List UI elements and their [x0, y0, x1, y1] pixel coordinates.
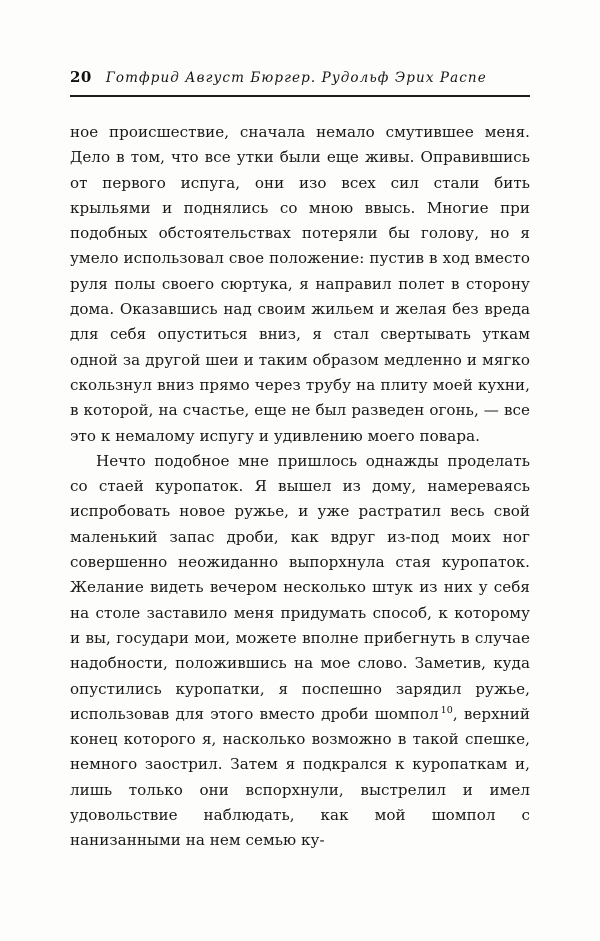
header-rule [70, 95, 530, 97]
footnote-reference[interactable]: 10 [440, 704, 453, 716]
paragraph-second [70, 449, 530, 854]
page-body [70, 120, 530, 854]
paragraph-second-text: Нечто подобное мне пришлось однажды проделать со стаей куропаток. Я вышел из дому, намереваясь испробовать новое ружье, и уже растратил весь свой маленький запас дроби, как вдруг из-под моих ног совершенно неожиданно выпорхнула стая куропаток. Желание видеть вечером несколько штук из них у себя на столе заставило меня придумать способ, к которому и вы, государи мои, можете вполне прибегнуть в случае надобности, положившись на мое слово. Заметив, куда опустились куропатки, я поспешно зарядил ружье, использовав для этого вместо дроби шомпол [70, 451, 530, 723]
page-header [70, 68, 530, 86]
paragraph-continued: ное происшествие, сначала немало смутившее меня. Дело в том, что все утки были еще живы. Оправившись от первого испуга, они изо всех сил стали бить крыльями и поднялись со мною ввысь. Многие при подобных обстоятельствах потеряли бы голову, но я умело использовал свое положение: пустив в ход вместо руля полы своего сюртука, я направил полет в сторону дома. Оказавшись над своим жильем и желая без вреда для себя опуститься вниз, я стал свертывать уткам одной за другой шеи и таким образом медленно и мягко скользнул вниз прямо через трубу на плиту моей кухни, в которой, на счастье, еще не был разведен огонь, — все это к немалому испугу и удивлению моего повара. [70, 123, 530, 445]
paragraph-second-tail: , верхний конец которого я, насколько возможно в такой спешке, немного заострил. Затем я подкрался к куропаткам и, лишь только они вспорхнули, выстрелил и имел удовольствие наблюдать, как мой шомпол с нанизанными на нем семью ку- [70, 704, 530, 850]
running-title: Готфрид Август Бюргер. Рудольф Эрих Распе [105, 70, 487, 86]
page-number: 20 [70, 68, 92, 86]
